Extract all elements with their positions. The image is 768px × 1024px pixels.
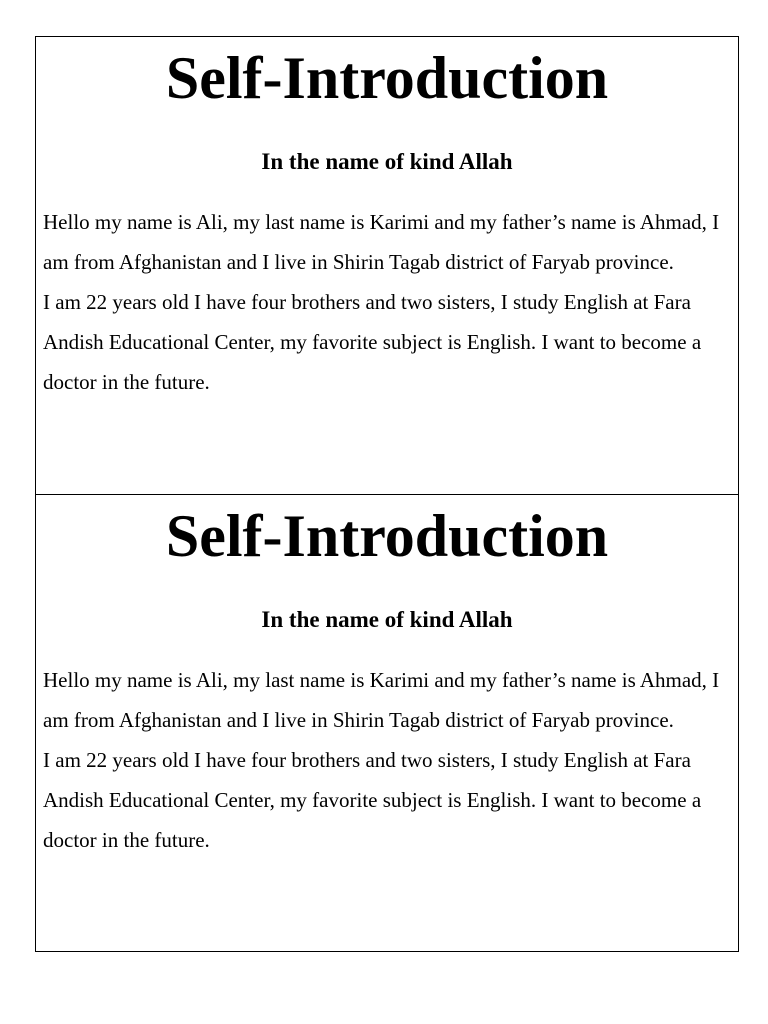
intro-card-bottom [36, 494, 738, 951]
card-body [43, 660, 730, 860]
card-body [43, 202, 730, 402]
intro-card-top [36, 37, 738, 494]
card-subtitle: In the name of kind Allah [261, 149, 513, 174]
document-page [35, 36, 739, 952]
body-paragraph-2: I am 22 years old I have four brothers and two sisters, I study English at Fara Andish Educational Center, my favorite subject is English. I want to become a doctor in the future. [43, 290, 702, 394]
card-title: Self-Introduction [165, 503, 609, 569]
body-paragraph-2: I am 22 years old I have four brothers and two sisters, I study English at Fara Andish Educational Center, my favorite subject is English. I want to become a doctor in the future. [43, 748, 702, 852]
card-title: Self-Introduction [165, 45, 609, 111]
card-subtitle: In the name of kind Allah [261, 607, 513, 632]
body-paragraph-1: Hello my name is Ali, my last name is Karimi and my father’s name is Ahmad, I am from Afghanistan and I live in Shirin Tagab district of Faryab province. [43, 668, 720, 732]
body-paragraph-1: Hello my name is Ali, my last name is Karimi and my father’s name is Ahmad, I am from Afghanistan and I live in Shirin Tagab district of Faryab province. [43, 210, 720, 274]
